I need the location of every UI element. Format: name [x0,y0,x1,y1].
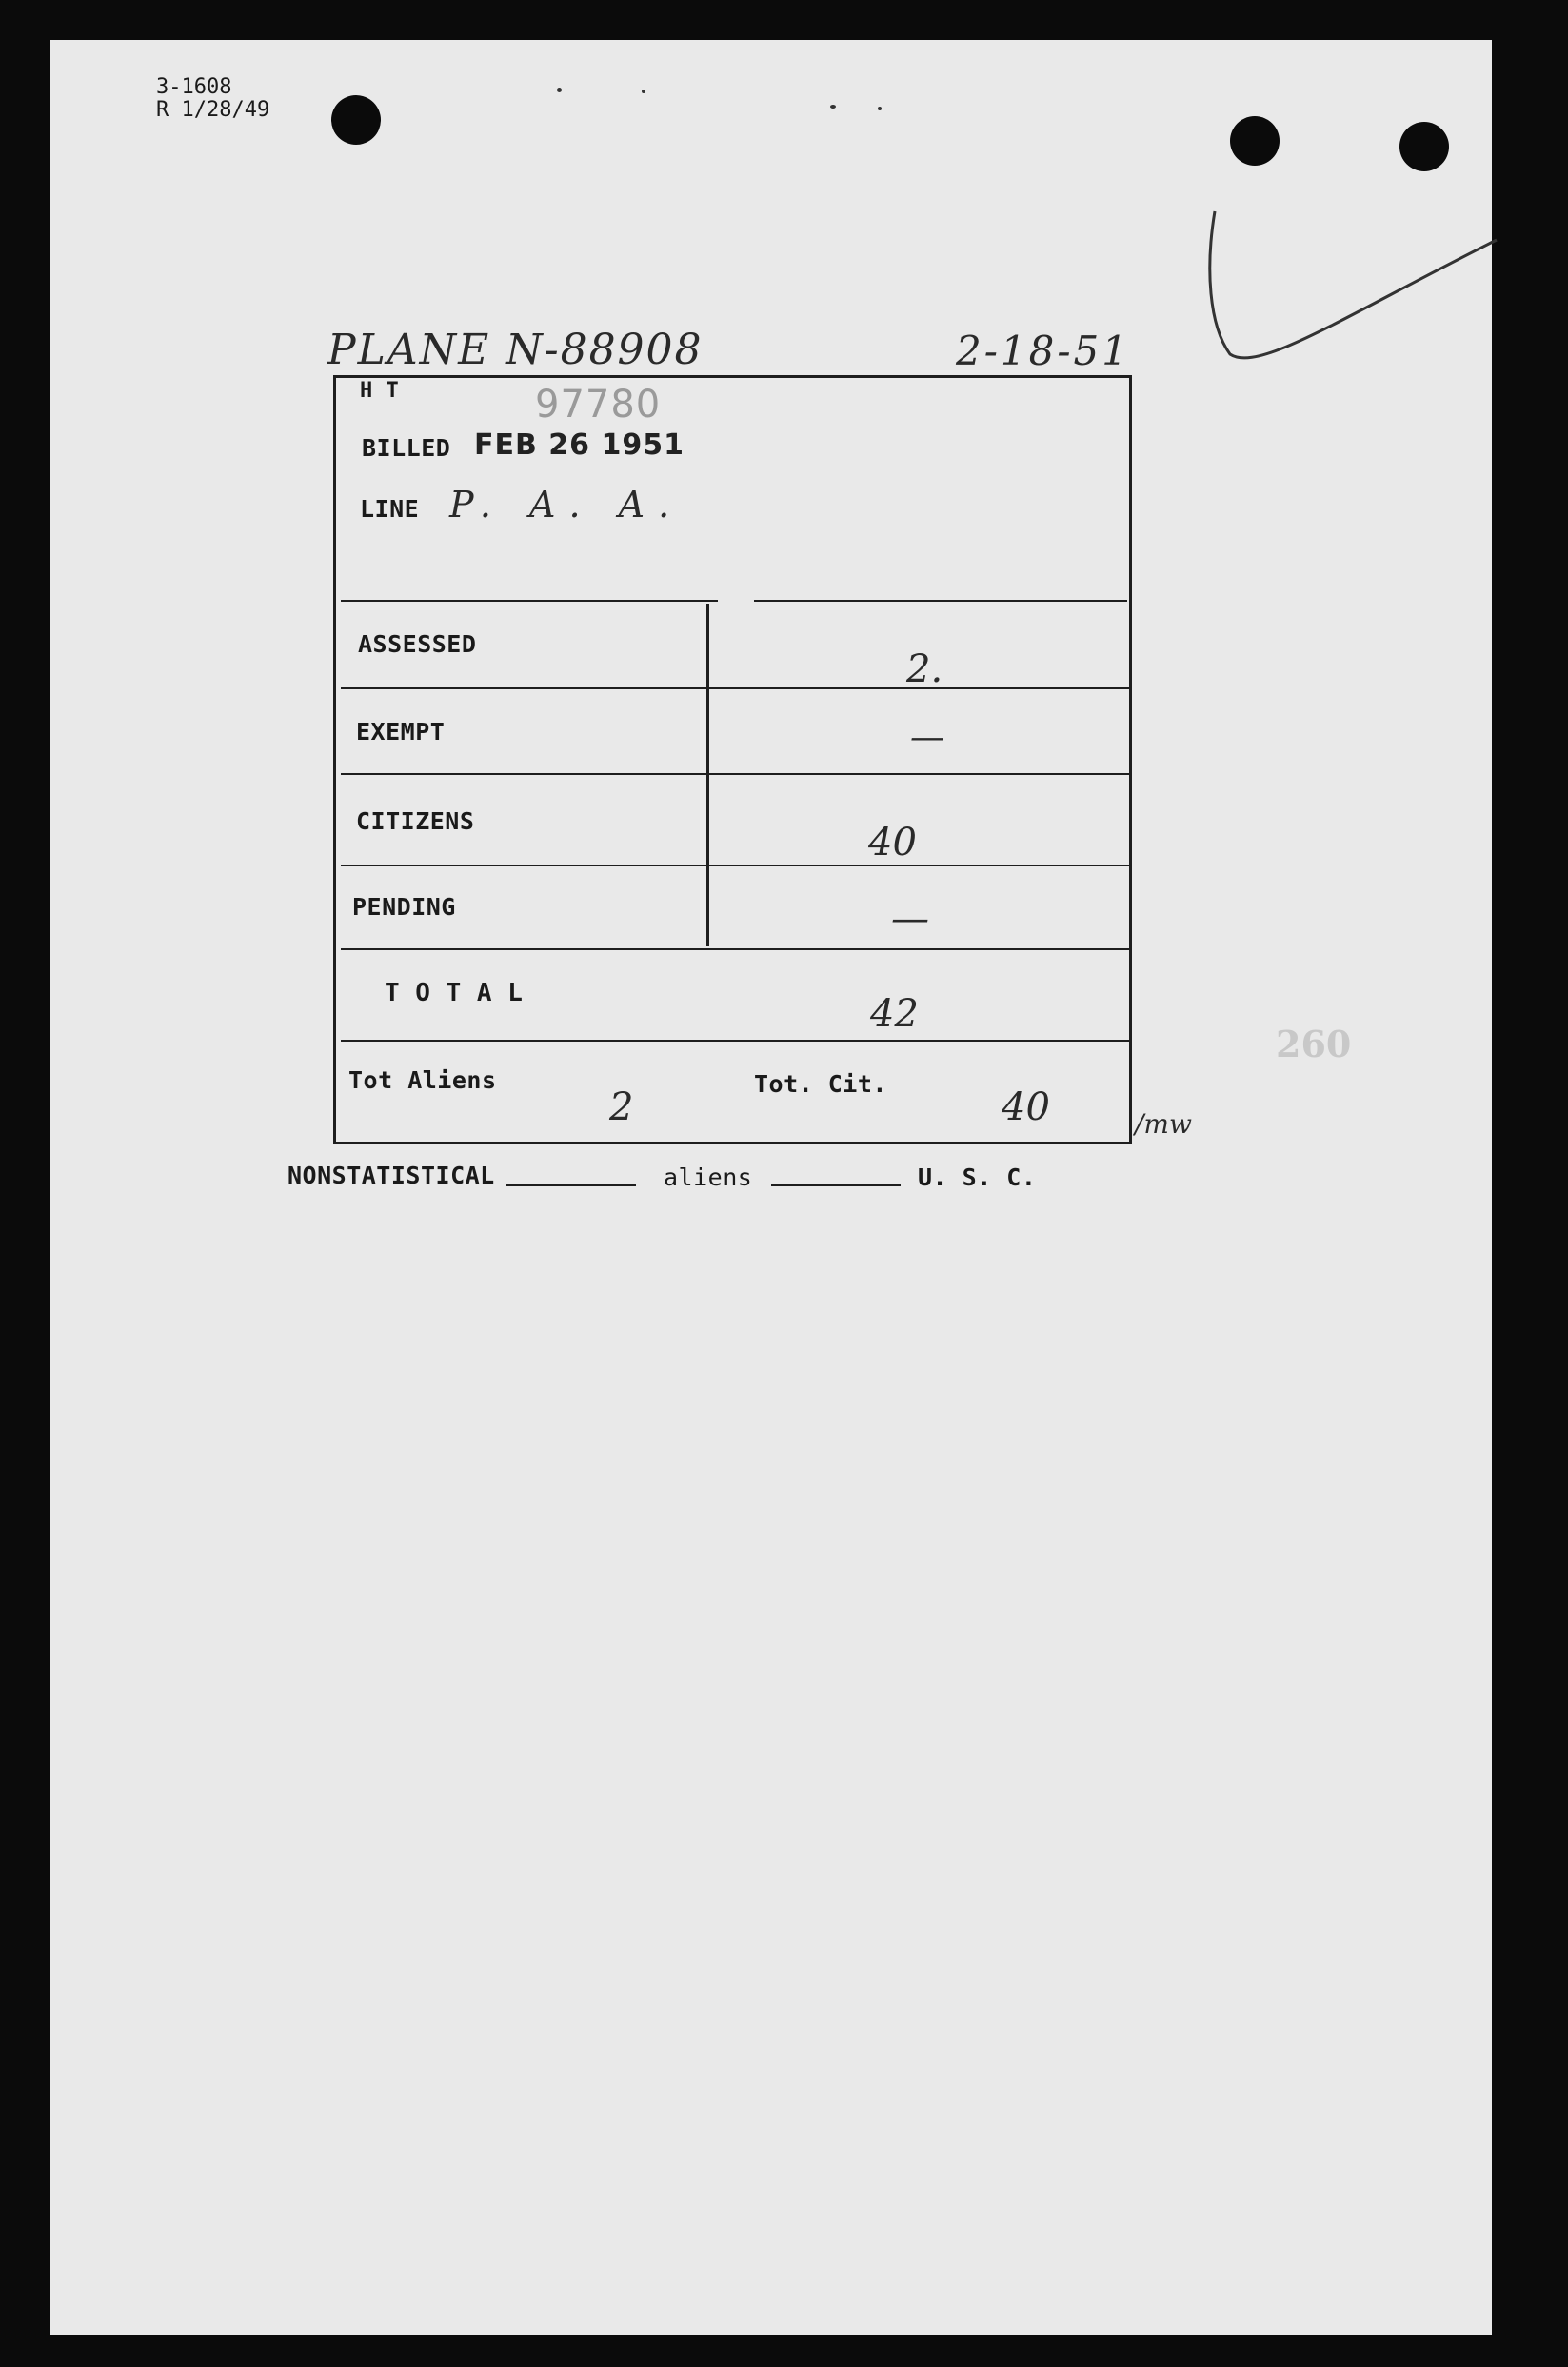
row-divider [341,687,1131,689]
usc-label: U. S. C. [918,1164,1037,1191]
document-sheet [50,40,1492,2335]
punch-hole-right-2 [1399,122,1449,171]
card-border-left [333,375,336,1144]
tot-aliens-label: Tot Aliens [348,1066,497,1094]
total-value: 42 [870,992,919,1036]
speck [557,88,562,92]
form-number-block [156,76,269,122]
line-label: LINE [360,495,420,523]
citizens-value: 40 [868,821,917,865]
tot-aliens-value: 2 [609,1085,634,1129]
card-border-bottom [333,1142,1132,1144]
assessed-value: 2. [906,647,943,691]
form-number: 3-1608 [156,75,232,99]
page-number: 260 [1276,1023,1352,1065]
pending-value: — [891,897,929,941]
tot-cit-value: 40 [1002,1085,1050,1129]
billed-label: BILLED [362,434,451,462]
column-divider [706,604,709,946]
line-value-handwritten: P. A. A. [449,484,684,526]
nonstatistical-blank [506,1184,636,1186]
aliens-label: aliens [664,1164,753,1191]
row-divider [341,948,1131,950]
tot-cit-label: Tot. Cit. [754,1070,887,1098]
total-label: T O T A L [385,979,524,1007]
exempt-label: EXEMPT [356,718,446,746]
card-border-right [1129,375,1132,1144]
plane-number-handwritten: PLANE N-88908 [327,326,704,374]
ht-number-stamp: 97780 [535,383,662,427]
citizens-label: CITIZENS [356,807,475,835]
initials-handwritten: /mw [1135,1108,1192,1140]
date-handwritten: 2-18-51 [956,328,1130,374]
row-divider [341,600,718,602]
row-divider [754,600,1127,602]
speck [878,107,882,110]
card-border-top [333,375,1132,378]
billed-date-stamp: FEB 26 1951 [474,428,685,462]
exempt-value: — [910,718,944,757]
form-revision-date: R 1/28/49 [156,98,270,122]
pending-label: PENDING [352,893,456,921]
punch-hole-left [331,95,381,145]
row-divider [341,773,1131,775]
ht-label: H T [360,379,400,403]
speck [642,90,645,93]
check-mark-icon [1201,183,1516,383]
aliens-blank [771,1184,901,1186]
row-divider [341,865,1131,866]
row-divider [341,1040,1131,1042]
speck [830,105,836,109]
assessed-label: ASSESSED [358,630,477,658]
nonstatistical-label: NONSTATISTICAL [288,1162,495,1189]
punch-hole-right-1 [1230,116,1280,166]
